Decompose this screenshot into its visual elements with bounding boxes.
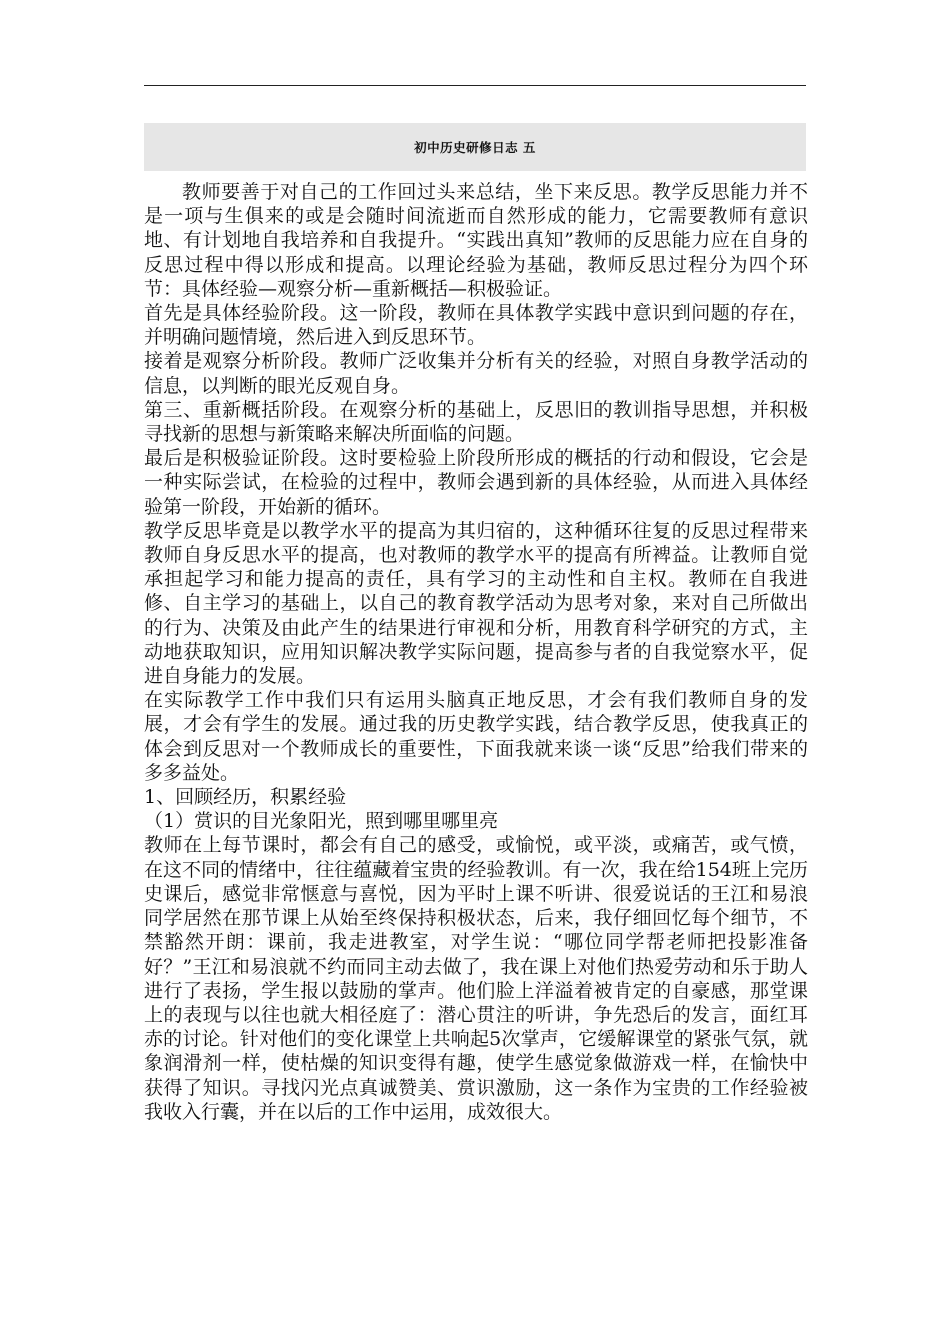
paragraph-story: 教师在上每节课时，都会有自己的感受，或愉悦，或平淡，或痛苦，或气愤，在这不同的情绪中，往往蕴藏着宝贵的经验教训。有一次，我在给154班上完历史课后，感觉非常惬意与喜悦，因为平时上课不听讲、很爱说话的王江和易浪同学居然在那节课上从始至终保持积极状态，后来，我仔细回忆每个细节，不禁豁然开朗：课前，我走进教室，对学生说：“哪位同学帮老师把投影准备好？”王江和易浪就不约而同主动去做了，我在课上对他们热爱劳动和乐于助人进行了表扬，学生报以鼓励的掌声。他们脸上洋溢着被肯定的自豪感，那堂课上的表现与以往也就大相径庭了：潜心贯注的听讲，争先恐后的发言，面红耳赤的讨论。针对他们的变化课堂上共响起5次掌声，它缓解课堂的紧张气氛，就象润滑剂一样，使枯燥的知识变得有趣，使学生感觉象做游戏一样，在愉快中获得了知识。寻找闪光点真诚赞美、赏识激励，这一条作为宝贵的工作经验被我收入行囊，并在以后的工作中运用，成效很大。 [144, 834, 808, 1123]
paragraph-stage-4: 最后是积极验证阶段。这时要检验上阶段所形成的概括的行动和假设，它会是一种实际尝试，在检验的过程中，教师会遇到新的具体经验，从而进入具体经验第一阶段，开始新的循环。 [144, 447, 808, 518]
paragraph-stage-1: 首先是具体经验阶段。这一阶段，教师在具体教学实践中意识到问题的存在，并明确问题情境，然后进入到反思环节。 [144, 302, 808, 349]
section-heading: 1、回顾经历，积累经验 [144, 786, 347, 809]
paragraph-stage-3: 第三、重新概括阶段。在观察分析的基础上，反思旧的教训指导思想，并积极寻找新的思想与新策略来解决所面临的问题。 [144, 398, 808, 446]
subsection-heading: （1）赏识的目光象阳光，照到哪里哪里亮 [144, 810, 499, 833]
title-banner [144, 123, 806, 171]
header-rule [144, 85, 806, 86]
paragraph-intro: 教师要善于对自己的工作回过头来总结，坐下来反思。教学反思能力并不是一项与生俱来的或是会随时间流逝而自然形成的能力，它需要教师有意识地、有计划地自我培养和自我提升。“实践出真知”教师的反思能力应在自身的反思过程中得以形成和提高。以理论经验为基础，教师反思过程分为四个环节：具体经验—观察分析—重新概括—积极验证。 [144, 181, 808, 300]
paragraph-stage-2: 接着是观察分析阶段。教师广泛收集并分析有关的经验，对照自身教学活动的信息，以判断的眼光反观自身。 [144, 350, 808, 397]
paragraph-practice: 在实际教学工作中我们只有运用头脑真正地反思，才会有我们教师自身的发展，才会有学生的发展。通过我的历史教学实践，结合教学反思，使我真正的体会到反思对一个教师成长的重要性，下面我就来谈一谈“反思”给我们带来的多多益处。 [144, 689, 808, 784]
document-title: 初中历史研修日志 五 [414, 140, 536, 155]
paragraph-reflection-benefit: 教学反思毕竟是以教学水平的提高为其归宿的，这种循环往复的反思过程带来教师自身反思水平的提高，也对教师的教学水平的提高有所裨益。让教师自觉承担起学习和能力提高的责任，具有学习的主动性和自主权。教师在自我进修、自主学习的基础上，以自己的教育教学活动为思考对象，来对自己所做出的行为、决策及由此产生的结果进行审视和分析，用教育科学研究的方式，主动地获取知识，应用知识解决教学实际问题，提高参与者的自我觉察水平，促进自身能力的发展。 [144, 519, 808, 688]
document-body [144, 180, 808, 1124]
